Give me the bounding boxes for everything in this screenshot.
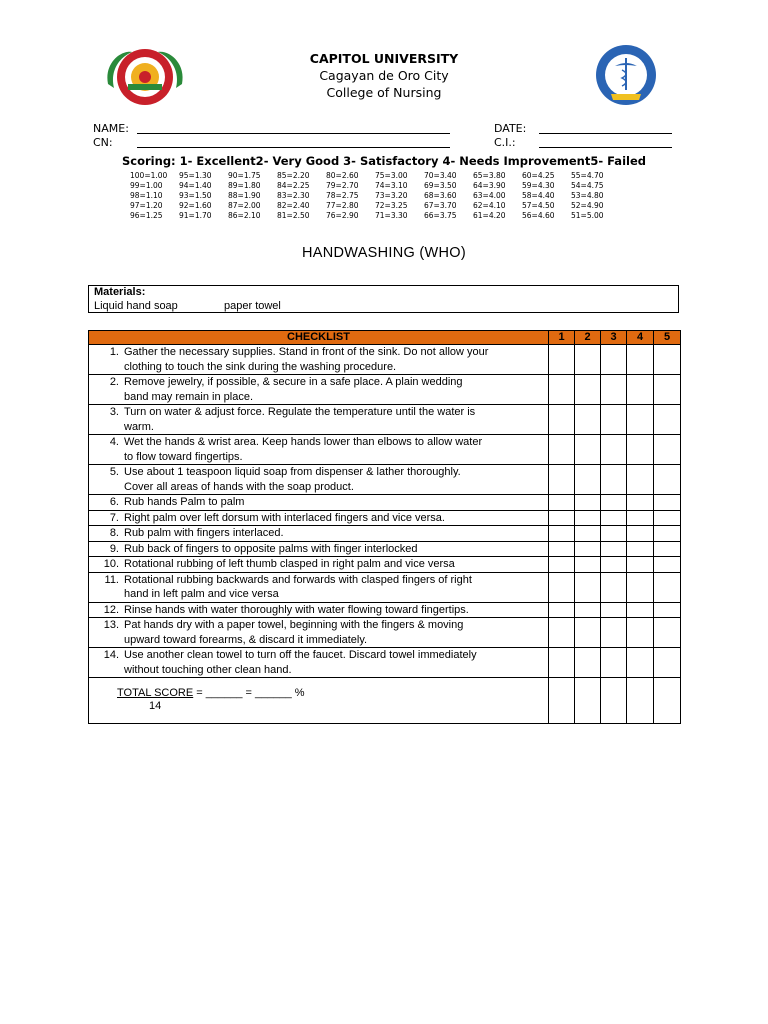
grade-cell: 95=1.30 xyxy=(179,171,212,180)
material-item: Liquid hand soap xyxy=(94,300,178,312)
grade-cell: 72=3.25 xyxy=(375,201,408,210)
grade-cell: 82=2.40 xyxy=(277,201,310,210)
score-cell[interactable] xyxy=(575,510,601,526)
step-text: Cover all areas of hands with the soap product. xyxy=(124,480,354,493)
step-number: 7. xyxy=(109,511,119,524)
grade-cell: 62=4.10 xyxy=(473,201,506,210)
grade-cell: 55=4.70 xyxy=(571,171,604,180)
score-cell[interactable] xyxy=(627,465,654,495)
step-text: without touching other clean hand. xyxy=(124,663,292,676)
total-score-formula: = ______ = ______ % xyxy=(193,687,305,699)
college-name: College of Nursing xyxy=(326,85,442,100)
checklist-row xyxy=(89,648,681,678)
step-number: 10. xyxy=(103,558,119,570)
step-text: hand in left palm and vice versa xyxy=(124,588,279,600)
step-number: 2. xyxy=(109,376,119,388)
score-cell[interactable] xyxy=(549,526,575,542)
score-cell[interactable] xyxy=(654,495,681,511)
score-cell[interactable] xyxy=(549,375,575,405)
checklist-table xyxy=(88,330,681,724)
score-cell[interactable] xyxy=(627,648,654,678)
score-cell[interactable] xyxy=(575,375,601,405)
name-field[interactable] xyxy=(137,133,450,134)
score-cell[interactable] xyxy=(627,526,654,542)
score-cell[interactable] xyxy=(549,618,575,648)
score-cell[interactable] xyxy=(654,435,681,465)
score-cell[interactable] xyxy=(575,526,601,542)
total-score-cell[interactable] xyxy=(627,678,654,724)
grade-cell: 83=2.30 xyxy=(277,191,310,200)
score-cell[interactable] xyxy=(575,435,601,465)
grade-cell: 57=4.50 xyxy=(522,201,555,210)
grade-cell: 92=1.60 xyxy=(179,201,212,210)
score-cell[interactable] xyxy=(575,405,601,435)
score-cell[interactable] xyxy=(549,541,575,557)
score-cell[interactable] xyxy=(627,405,654,435)
checklist-row xyxy=(89,465,681,495)
score-cell[interactable] xyxy=(654,345,681,375)
checklist-row xyxy=(89,495,681,511)
checklist-row xyxy=(89,557,681,573)
grade-cell: 81=2.50 xyxy=(277,211,310,220)
step-text: Use about 1 teaspoon liquid soap from dispenser & lather thoroughly. xyxy=(124,466,461,478)
score-cell[interactable] xyxy=(627,435,654,465)
step-number: 11. xyxy=(104,573,119,586)
checklist-row xyxy=(89,602,681,618)
grade-cell: 100=1.00 xyxy=(130,171,168,180)
score-cell[interactable] xyxy=(627,557,654,573)
grade-cell: 61=4.20 xyxy=(473,211,506,220)
grade-cell: 70=3.40 xyxy=(424,171,457,180)
step-text: Rinse hands with water thoroughly with water flowing toward fingertips. xyxy=(124,603,469,616)
grade-cell: 69=3.50 xyxy=(424,181,457,190)
checklist-row xyxy=(89,510,681,526)
grade-cell: 91=1.70 xyxy=(179,211,212,220)
score-cell[interactable] xyxy=(654,602,681,618)
checklist-row xyxy=(89,526,681,542)
score-cell[interactable] xyxy=(627,510,654,526)
university-name: CAPITOL UNIVERSITY xyxy=(309,51,459,66)
grade-cell: 87=2.00 xyxy=(228,201,261,210)
score-cell[interactable] xyxy=(627,541,654,557)
score-column-header: 5 xyxy=(654,331,681,345)
score-cell[interactable] xyxy=(654,405,681,435)
score-cell[interactable] xyxy=(601,375,627,405)
grade-cell: 88=1.90 xyxy=(228,191,261,200)
step-number: 4. xyxy=(109,436,119,448)
step-number: 13. xyxy=(103,619,119,631)
score-cell[interactable] xyxy=(627,375,654,405)
grade-cell: 53=4.80 xyxy=(571,191,604,200)
checklist-row xyxy=(89,541,681,557)
grade-cell: 67=3.70 xyxy=(424,201,457,210)
total-denominator: 14 xyxy=(149,700,162,712)
total-score-cell[interactable] xyxy=(549,678,575,724)
step-text: Wet the hands & wrist area. Keep hands lower than elbows to allow water xyxy=(124,436,483,448)
score-cell[interactable] xyxy=(575,602,601,618)
step-text: Rotational rubbing backwards and forwards with clasped fingers of right xyxy=(124,573,472,586)
score-cell[interactable] xyxy=(654,557,681,573)
total-score-cell[interactable] xyxy=(575,678,601,724)
grade-cell: 76=2.90 xyxy=(326,211,359,220)
score-cell[interactable] xyxy=(627,572,654,602)
score-cell[interactable] xyxy=(601,345,627,375)
score-cell[interactable] xyxy=(601,602,627,618)
score-cell[interactable] xyxy=(654,572,681,602)
total-score-cell[interactable] xyxy=(601,678,627,724)
materials-box xyxy=(88,285,679,313)
grade-cell: 97=1.20 xyxy=(130,201,163,210)
checklist-row xyxy=(89,618,681,648)
score-cell[interactable] xyxy=(575,541,601,557)
score-cell[interactable] xyxy=(575,465,601,495)
step-text: Rub hands Palm to palm xyxy=(124,496,245,508)
grade-cell: 73=3.20 xyxy=(375,191,408,200)
grade-cell: 85=2.20 xyxy=(277,171,310,180)
score-cell[interactable] xyxy=(601,557,627,573)
score-column-header: 4 xyxy=(627,331,654,345)
grade-cell: 59=4.30 xyxy=(522,181,555,190)
form-title: HANDWASHING (WHO) xyxy=(301,245,467,261)
name-label: NAME: xyxy=(93,122,129,135)
step-text: Rub back of fingers to opposite palms with finger interlocked xyxy=(124,542,418,555)
step-number: 6. xyxy=(109,496,119,508)
date-label: DATE: xyxy=(494,122,527,135)
score-cell[interactable] xyxy=(549,602,575,618)
step-text: warm. xyxy=(124,420,154,433)
score-cell[interactable] xyxy=(575,648,601,678)
grade-cell: 74=3.10 xyxy=(375,181,408,190)
grade-cell: 68=3.60 xyxy=(424,191,457,200)
step-text: band may remain in place. xyxy=(124,390,254,403)
score-cell[interactable] xyxy=(654,541,681,557)
grade-cell: 84=2.25 xyxy=(277,181,310,190)
checklist-row xyxy=(89,345,681,375)
ci-label: C.I.: xyxy=(494,136,516,149)
score-cell[interactable] xyxy=(601,465,627,495)
step-number: 12. xyxy=(103,603,119,616)
grade-cell: 63=4.00 xyxy=(473,191,506,200)
total-score-cell[interactable] xyxy=(654,678,681,724)
checklist-row xyxy=(89,572,681,602)
score-cell[interactable] xyxy=(601,495,627,511)
checklist-row xyxy=(89,435,681,465)
step-text: Right palm over left dorsum with interlaced fingers and vice versa. xyxy=(124,511,445,524)
step-text: clothing to touch the sink during the washing procedure. xyxy=(124,360,397,373)
grade-cell: 89=1.80 xyxy=(228,181,261,190)
score-cell[interactable] xyxy=(601,541,627,557)
step-text: Gather the necessary supplies. Stand in front of the sink. Do not allow your xyxy=(124,346,489,358)
score-cell[interactable] xyxy=(654,526,681,542)
grade-cell: 52=4.90 xyxy=(571,201,604,210)
institution-header xyxy=(0,50,768,101)
step-number: 14. xyxy=(103,649,119,661)
score-cell[interactable] xyxy=(654,465,681,495)
checklist-row xyxy=(89,405,681,435)
grade-cell: 71=3.30 xyxy=(375,211,408,220)
step-number: 8. xyxy=(109,527,119,539)
checklist-row xyxy=(89,375,681,405)
grade-cell: 64=3.90 xyxy=(473,181,506,190)
grade-cell: 77=2.80 xyxy=(326,201,359,210)
grade-cell: 96=1.25 xyxy=(130,211,163,220)
grade-cell: 75=3.00 xyxy=(375,171,408,180)
step-number: 9. xyxy=(109,542,119,555)
score-cell[interactable] xyxy=(654,648,681,678)
ci-field[interactable] xyxy=(539,147,672,148)
step-text: Remove jewelry, if possible, & secure in a safe place. A plain wedding xyxy=(124,376,463,388)
score-cell[interactable] xyxy=(549,405,575,435)
cn-field[interactable] xyxy=(137,147,450,148)
score-cell[interactable] xyxy=(575,495,601,511)
step-text: Turn on water & adjust force. Regulate the temperature until the water is xyxy=(124,406,476,418)
score-column-header: 2 xyxy=(575,331,601,345)
grade-cell: 99=1.00 xyxy=(130,181,163,190)
grade-cell: 78=2.75 xyxy=(326,191,359,200)
score-cell[interactable] xyxy=(601,648,627,678)
score-cell[interactable] xyxy=(549,495,575,511)
grade-cell: 56=4.60 xyxy=(522,211,555,220)
cn-label: CN: xyxy=(93,136,113,149)
score-cell[interactable] xyxy=(627,618,654,648)
score-cell[interactable] xyxy=(549,557,575,573)
city-name: Cagayan de Oro City xyxy=(319,68,449,83)
step-text: upward toward forearms, & discard it immediately. xyxy=(124,633,368,646)
step-text: Rotational rubbing of left thumb clasped in right palm and vice versa xyxy=(124,558,455,570)
score-cell[interactable] xyxy=(601,510,627,526)
grade-cell: 79=2.70 xyxy=(326,181,359,190)
grade-cell: 51=5.00 xyxy=(571,211,604,220)
score-column-header: 1 xyxy=(549,331,575,345)
grade-cell: 58=4.40 xyxy=(522,191,555,200)
score-cell[interactable] xyxy=(601,435,627,465)
grade-cell: 90=1.75 xyxy=(228,171,261,180)
grade-cell: 93=1.50 xyxy=(179,191,212,200)
score-cell[interactable] xyxy=(575,618,601,648)
score-cell[interactable] xyxy=(627,495,654,511)
step-text: to flow toward fingertips. xyxy=(124,450,243,463)
score-cell[interactable] xyxy=(549,465,575,495)
score-cell[interactable] xyxy=(549,435,575,465)
materials-label: Materials: xyxy=(94,286,146,298)
score-cell[interactable] xyxy=(575,557,601,573)
grade-cell: 98=1.10 xyxy=(130,191,163,200)
step-number: 1. xyxy=(109,346,119,358)
scoring-legend: Scoring: 1- Excellent2- Very Good 3- Satisfactory 4- Needs Improvement5- Failed xyxy=(122,154,646,168)
score-cell[interactable] xyxy=(549,345,575,375)
grade-cell: 66=3.75 xyxy=(424,211,457,220)
score-cell[interactable] xyxy=(654,618,681,648)
step-number: 5. xyxy=(109,466,119,478)
score-column-header: 3 xyxy=(601,331,627,345)
score-cell[interactable] xyxy=(601,618,627,648)
score-cell[interactable] xyxy=(627,345,654,375)
grade-cell: 60=4.25 xyxy=(522,171,555,180)
grade-cell: 80=2.60 xyxy=(326,171,359,180)
step-text: Rub palm with fingers interlaced. xyxy=(124,527,284,539)
grade-cell: 65=3.80 xyxy=(473,171,506,180)
grade-cell: 54=4.75 xyxy=(571,181,604,190)
score-cell[interactable] xyxy=(654,375,681,405)
grade-equivalence-table xyxy=(130,171,620,221)
checklist-header: CHECKLIST xyxy=(89,331,549,345)
score-cell[interactable] xyxy=(549,572,575,602)
score-cell[interactable] xyxy=(601,526,627,542)
score-cell[interactable] xyxy=(654,510,681,526)
score-cell[interactable] xyxy=(627,602,654,618)
score-cell[interactable] xyxy=(601,572,627,602)
date-field[interactable] xyxy=(539,133,672,134)
step-text: Use another clean towel to turn off the faucet. Discard towel immediately xyxy=(124,649,477,661)
total-score-label: TOTAL SCORE xyxy=(117,687,194,699)
step-number: 3. xyxy=(109,406,119,418)
score-cell[interactable] xyxy=(575,345,601,375)
grade-cell: 86=2.10 xyxy=(228,211,261,220)
material-item: paper towel xyxy=(224,300,281,312)
score-cell[interactable] xyxy=(601,405,627,435)
step-text: Pat hands dry with a paper towel, beginning with the fingers & moving xyxy=(124,619,464,631)
total-score-row xyxy=(89,678,681,724)
score-cell[interactable] xyxy=(549,510,575,526)
score-cell[interactable] xyxy=(575,572,601,602)
grade-cell: 94=1.40 xyxy=(179,181,212,190)
score-cell[interactable] xyxy=(549,648,575,678)
